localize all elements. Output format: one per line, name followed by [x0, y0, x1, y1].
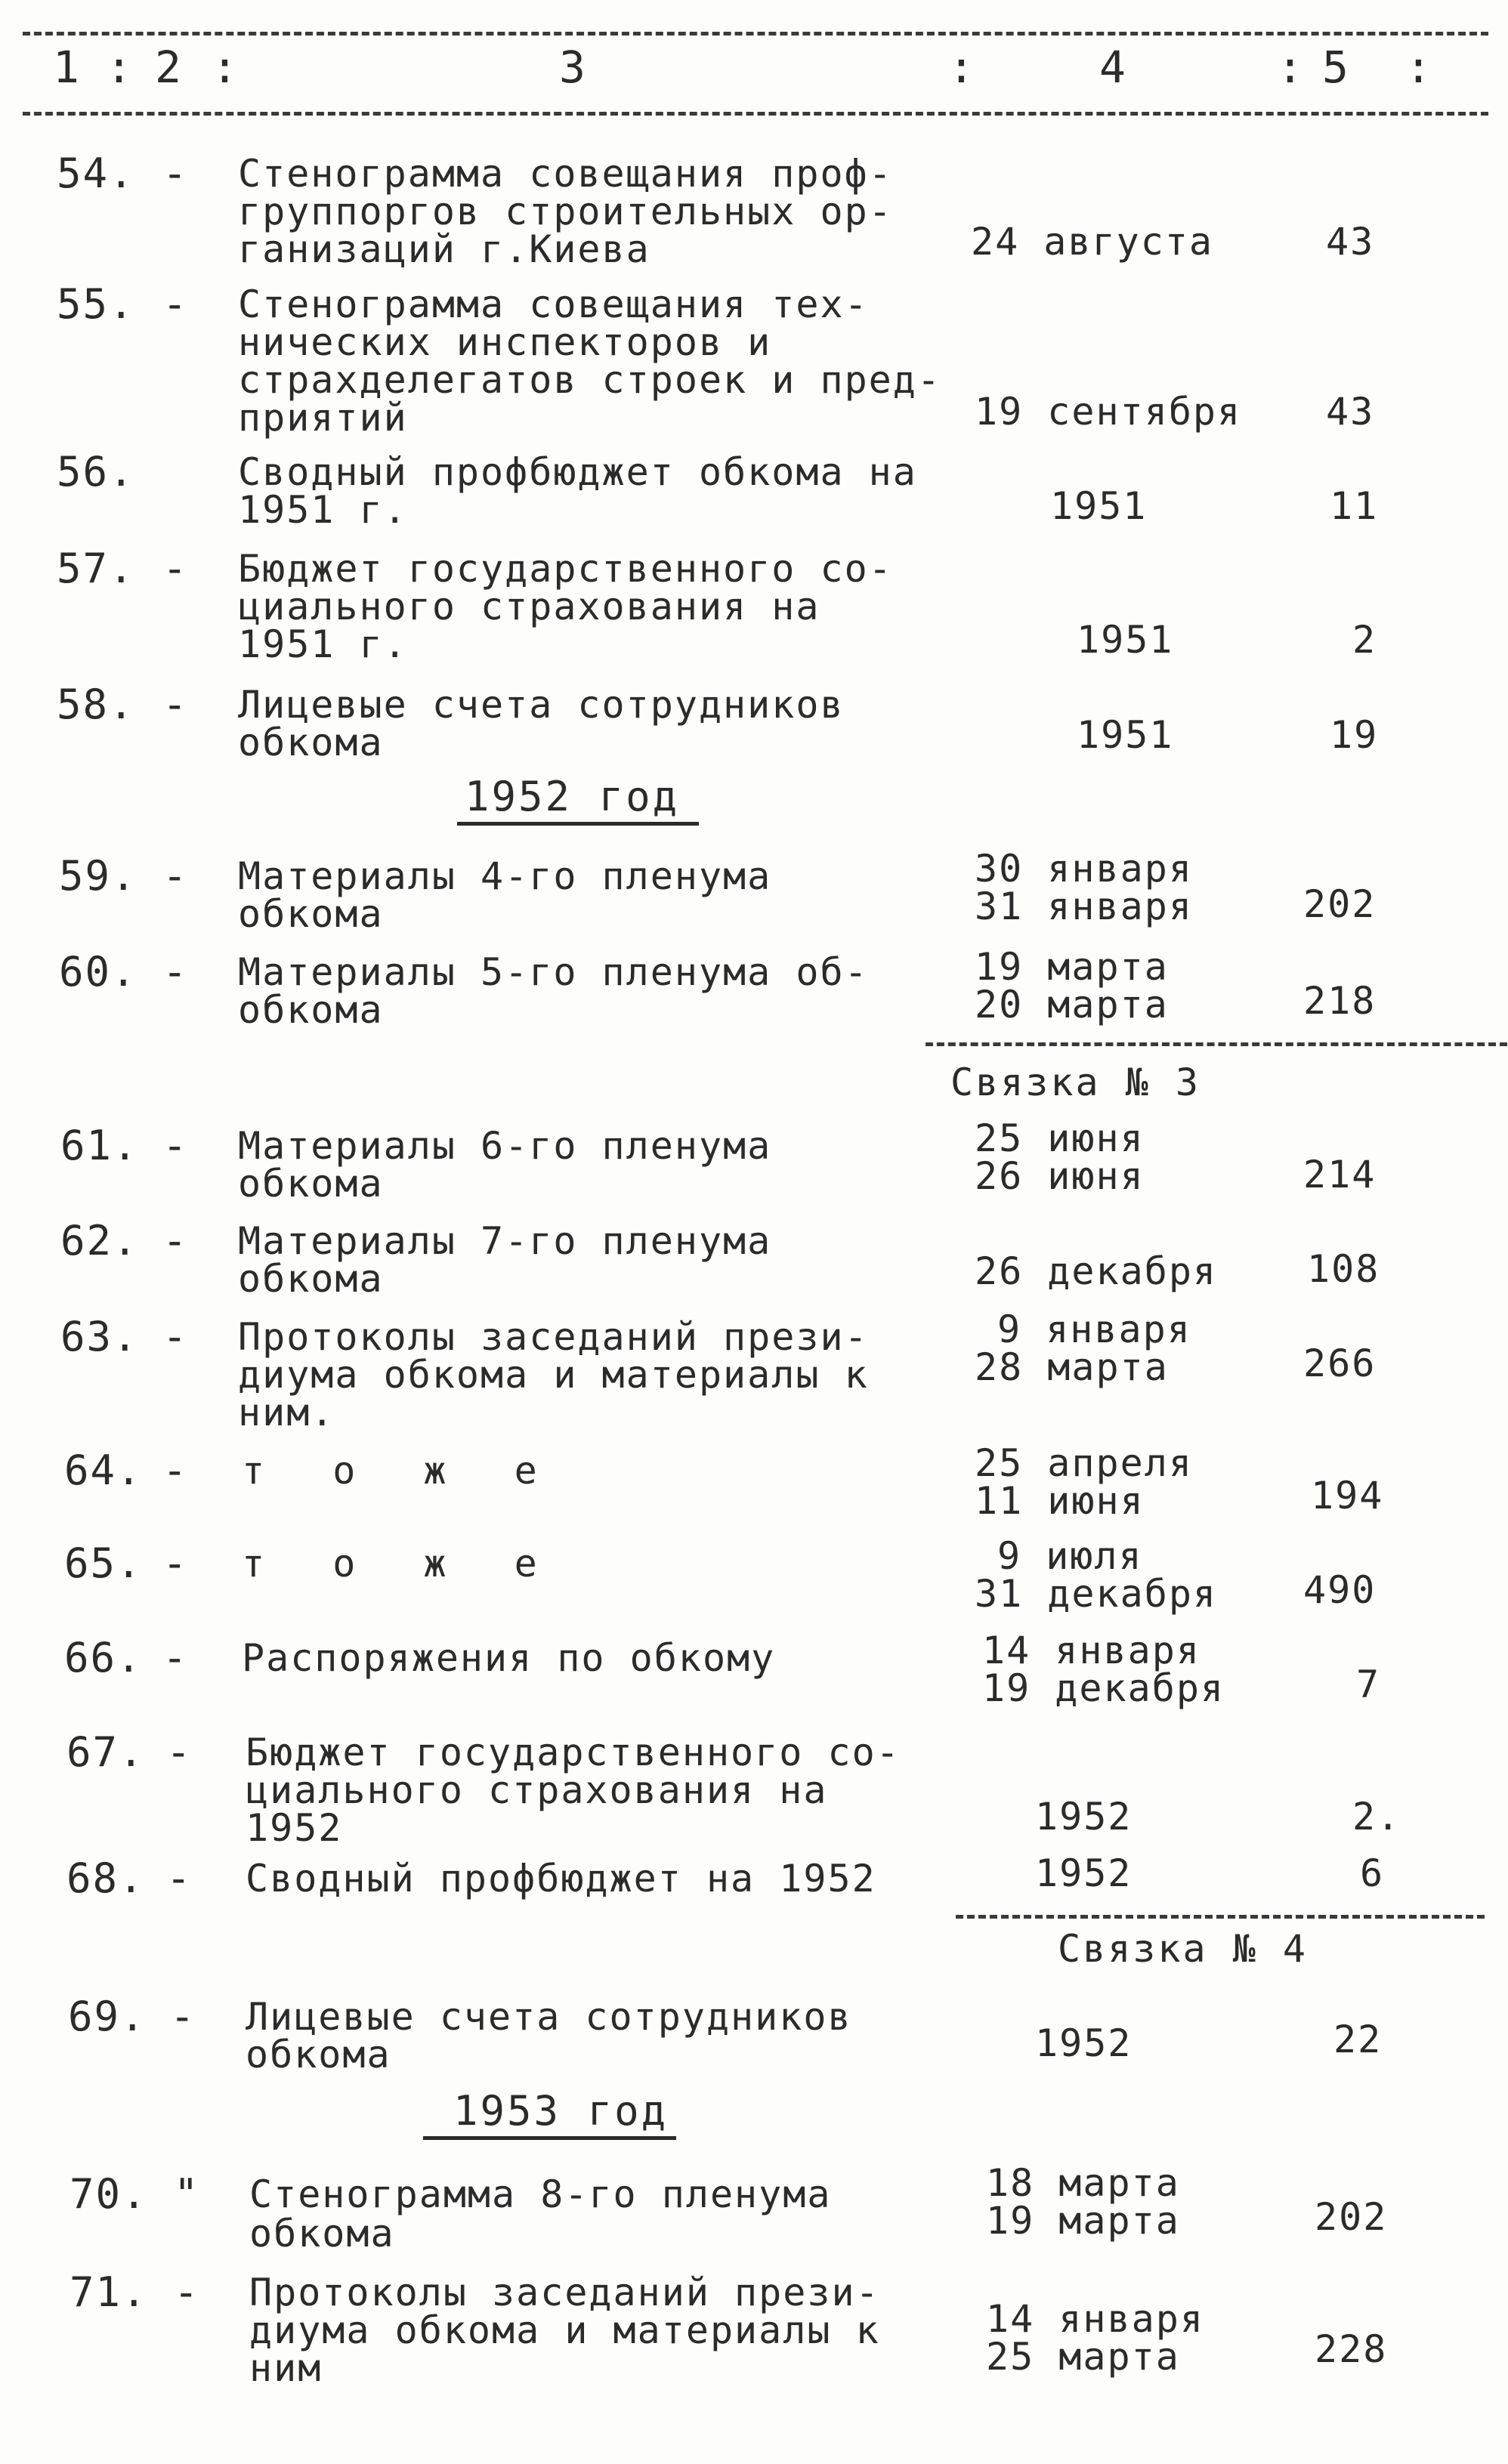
row-number: 56.	[57, 448, 135, 496]
row-number: 57.	[57, 545, 135, 592]
row-number: 69.	[68, 1993, 147, 2040]
row-title-line: нических инспекторов и	[238, 320, 772, 364]
row-pages: 43	[1326, 390, 1375, 434]
row-date: 31 января	[975, 885, 1193, 928]
row-pages: 7	[1356, 1663, 1381, 1706]
row-title-line: Бюджет государственного со-	[246, 1731, 901, 1774]
row-title-line: ганизаций г.Киева	[238, 227, 650, 271]
row-date: 19 марта	[975, 945, 1169, 989]
row-number: 61.	[60, 1122, 139, 1169]
row-pages: 108	[1307, 1247, 1380, 1291]
row-date: 14 января	[986, 2297, 1204, 2341]
row-pages: 202	[1315, 2195, 1388, 2239]
col-sep: :	[1405, 42, 1435, 93]
row-number: 60.	[59, 948, 138, 996]
col-4-label: 4	[1099, 42, 1129, 93]
row-date: 25 апреля	[975, 1441, 1193, 1485]
row-pages: 228	[1315, 2327, 1388, 2371]
row-pages: 22	[1333, 2018, 1383, 2061]
row-date: 26 декабря	[975, 1249, 1218, 1293]
row-title-line: обкома	[238, 892, 384, 936]
row-number: 63.	[60, 1313, 139, 1360]
row-number: 70.	[70, 2170, 148, 2218]
heading-underline	[457, 822, 699, 826]
row-pages: 266	[1303, 1342, 1377, 1385]
row-date: 1951	[1077, 713, 1174, 757]
row-pages: 2.	[1352, 1795, 1401, 1839]
row-title-line: Стенограмма совещания тех-	[238, 283, 869, 326]
row-dash: -	[162, 150, 189, 197]
row-title-line: т о ж е	[242, 1449, 560, 1493]
row-pages: 218	[1303, 979, 1377, 1023]
row-title-line: Стенограмма совещания проф-	[238, 152, 893, 196]
row-pages: 6	[1360, 1851, 1385, 1895]
row-date: 1951	[1050, 484, 1148, 528]
row-title-line: Материалы 4-го пленума	[238, 854, 772, 898]
row-date: 9 июля	[997, 1534, 1143, 1578]
row-title-line: ним	[249, 2346, 323, 2390]
row-dash: -	[170, 1993, 196, 2040]
row-title-line: 1951 г.	[238, 622, 408, 666]
row-pages: 490	[1303, 1568, 1377, 1612]
row-title-line: Сводный профбюджет обкома на	[238, 450, 917, 494]
row-title-line: обкома	[246, 2033, 391, 2076]
row-dash: -	[162, 1447, 189, 1494]
row-pages: 194	[1311, 1474, 1384, 1518]
row-number: 67.	[66, 1728, 145, 1776]
row-date: 25 марта	[986, 2335, 1180, 2379]
row-title-line: обкома	[238, 1257, 384, 1301]
row-date: 18 марта	[986, 2161, 1180, 2205]
row-dash: -	[162, 1313, 189, 1360]
row-date: 1951	[1077, 618, 1174, 662]
row-title-line: Лицевые счета сотрудников	[246, 1995, 852, 2039]
row-dash: "	[174, 2170, 200, 2218]
row-title-line: страхделегатов строек и пред-	[238, 358, 941, 402]
row-number: 55.	[57, 280, 135, 328]
row-dash: -	[162, 681, 189, 728]
row-title-line: 1952	[246, 1806, 343, 1850]
row-date: 9 января	[997, 1308, 1191, 1351]
row-dash: -	[174, 2268, 200, 2316]
col-sep: :	[212, 42, 241, 93]
row-dash: -	[162, 1217, 189, 1264]
row-pages: 19	[1330, 713, 1379, 757]
row-title-line: диума обкома и материалы к	[238, 1353, 869, 1397]
heading-underline	[423, 2136, 676, 2140]
row-title-line: Лицевые счета сотрудников	[238, 683, 845, 727]
row-pages: 43	[1326, 220, 1375, 264]
row-title-line: т о ж е	[242, 1542, 560, 1586]
row-title-line: приятий	[238, 396, 408, 440]
row-dash: -	[166, 1728, 193, 1776]
row-date: 28 марта	[975, 1345, 1169, 1389]
row-dash: -	[162, 280, 189, 328]
row-date: 1952	[1035, 1795, 1133, 1839]
row-date: 24 августа	[971, 220, 1214, 264]
row-date: 19 марта	[986, 2199, 1180, 2243]
row-pages: 202	[1303, 882, 1377, 926]
col-sep: :	[106, 42, 135, 93]
row-dash: -	[162, 1122, 189, 1169]
row-number: 66.	[64, 1634, 143, 1681]
row-title-line: обкома	[249, 2212, 395, 2256]
row-pages: 214	[1303, 1153, 1377, 1196]
row-date: 1952	[1035, 2021, 1133, 2065]
row-title-line: циального страхования на	[246, 1768, 828, 1812]
row-dash: -	[162, 852, 189, 900]
row-title-line: обкома	[238, 988, 384, 1032]
row-number: 64.	[64, 1447, 143, 1494]
row-dash: -	[162, 1539, 189, 1587]
row-pages: 2	[1352, 618, 1377, 662]
row-dash: -	[162, 545, 189, 592]
col-5-label: 5	[1322, 42, 1352, 93]
row-date: 31 декабря	[975, 1572, 1218, 1616]
row-title-line: группоргов строительных ор-	[238, 190, 893, 233]
row-date: 30 января	[975, 847, 1193, 891]
row-title-line: обкома	[238, 1162, 384, 1206]
col-1-label: 1	[53, 42, 82, 93]
row-date: 1952	[1035, 1851, 1133, 1895]
row-title-line: Материалы 7-го пленума	[238, 1219, 772, 1263]
row-title-line: обкома	[238, 721, 384, 764]
bundle-separator	[956, 1915, 1485, 1919]
row-date: 14 января	[982, 1629, 1201, 1672]
bundle-4-label: Связка № 4	[1058, 1927, 1309, 1971]
bundle-separator	[926, 1042, 1507, 1046]
row-date: 26 июня	[975, 1154, 1145, 1198]
row-date: 20 марта	[975, 983, 1169, 1027]
col-2-label: 2	[155, 42, 184, 93]
row-title-line: циального страхования на	[238, 585, 820, 628]
row-number: 58.	[57, 681, 135, 728]
row-dash: -	[162, 1634, 189, 1681]
row-title-line: 1951 г.	[238, 488, 408, 532]
row-date: 25 июня	[975, 1116, 1145, 1160]
col-sep: :	[948, 42, 978, 93]
row-title-line: Протоколы заседаний прези-	[238, 1315, 869, 1359]
row-number: 71.	[70, 2268, 148, 2316]
row-title-line: Материалы 6-го пленума	[238, 1124, 772, 1168]
row-pages: 11	[1330, 484, 1379, 528]
row-title-line: диума обкома и материалы к	[249, 2308, 880, 2352]
row-date: 11 июня	[975, 1479, 1145, 1523]
row-number: 65.	[64, 1539, 143, 1587]
col-sep: :	[1277, 42, 1306, 93]
bundle-3-label: Связка № 3	[950, 1061, 1201, 1104]
row-dash: -	[162, 948, 189, 996]
row-title-line: Распоряжения по обкому	[242, 1636, 776, 1680]
row-title-line: Протоколы заседаний прези-	[249, 2271, 880, 2314]
year-heading-1952: 1952 год	[465, 773, 680, 820]
row-dash: -	[166, 1854, 193, 1902]
row-title-line: Материалы 5-го пленума об-	[238, 950, 869, 994]
col-3-label: 3	[559, 42, 589, 93]
row-date: 19 сентября	[975, 390, 1242, 434]
row-title-line: ним.	[238, 1391, 335, 1434]
row-number: 59.	[59, 852, 138, 900]
header-top-rule	[23, 32, 1488, 36]
row-number: 54.	[57, 150, 135, 197]
row-title-line: Стенограмма 8-го пленума	[249, 2172, 832, 2216]
header-bottom-rule	[23, 112, 1488, 116]
year-heading-1953: 1953 год	[453, 2087, 669, 2135]
row-date: 19 декабря	[982, 1666, 1225, 1710]
row-number: 62.	[60, 1217, 139, 1264]
row-number: 68.	[66, 1854, 145, 1902]
row-title-line: Сводный профбюджет на 1952	[246, 1857, 876, 1900]
row-title-line: Бюджет государственного со-	[238, 547, 893, 591]
